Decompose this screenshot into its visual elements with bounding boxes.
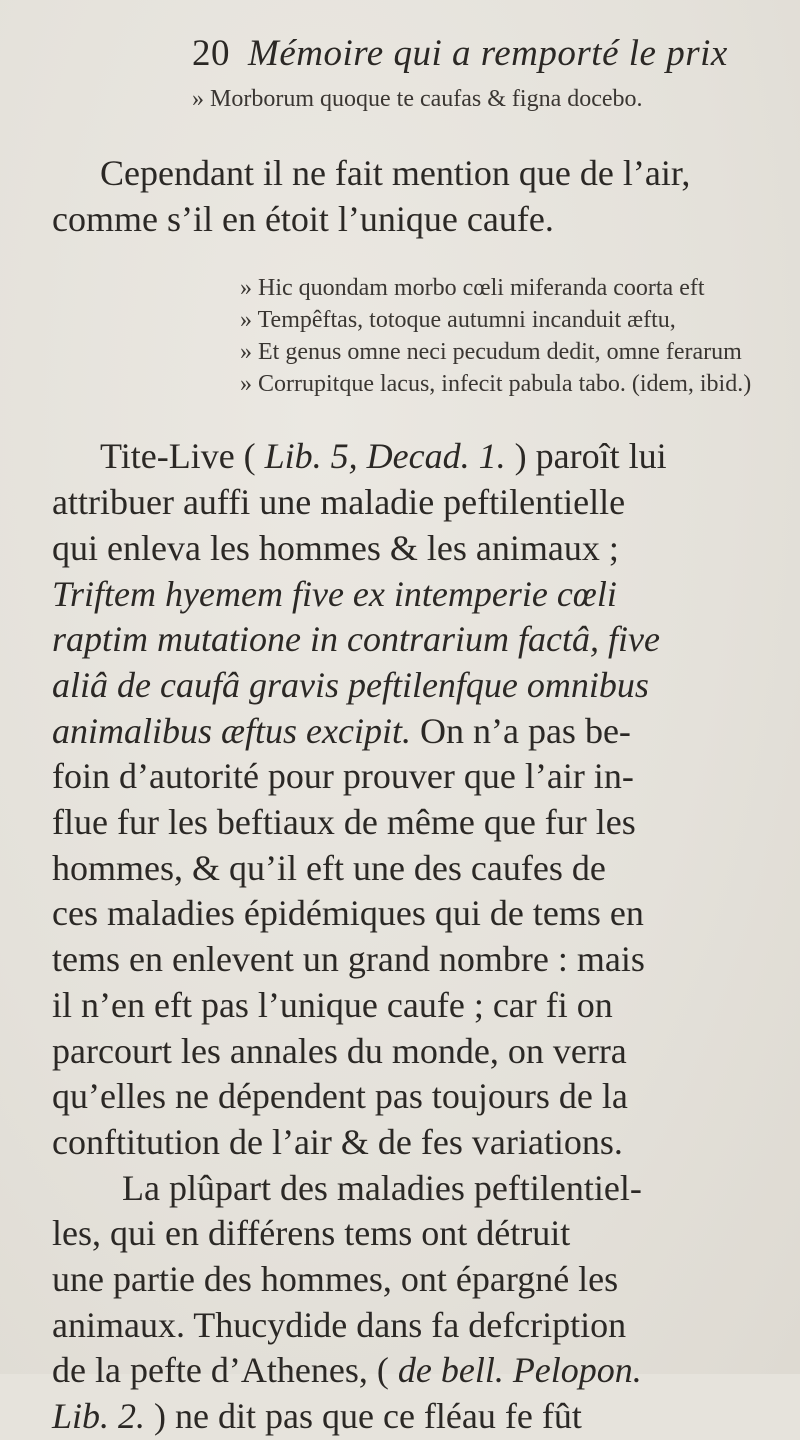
- text-run: ) ne dit pas que ce fléau fe fût: [145, 1396, 582, 1437]
- text-line: animaux. Thucydide dans fa defcription: [52, 1304, 627, 1345]
- text-line: attribuer auffi une maladie peftilentielle: [52, 482, 626, 523]
- text-line: tems en enlevent un grand nombre : mais: [52, 939, 645, 980]
- text-run: On n’a pas be-: [410, 710, 631, 751]
- paragraph-2: [52, 434, 766, 1165]
- text-line: une partie des hommes, ont épargné les: [52, 1259, 619, 1300]
- text-line: parcourt les annales du monde, on verra: [52, 1030, 627, 1071]
- text-run: ) paroît lui: [505, 436, 667, 477]
- text-run: Tite-Live (: [100, 436, 265, 477]
- text-line: [52, 434, 766, 480]
- paragraph-3: [52, 1166, 766, 1440]
- text-line: les, qui en différens tems ont détruit: [52, 1213, 571, 1254]
- page-number: 20: [192, 33, 230, 74]
- paragraph-1: [52, 151, 766, 242]
- text-line: conftitution de l’air & de fes variations.: [52, 1121, 623, 1162]
- quote-line: » Et genus omne neci pecudum dedit, omne ferarum: [240, 339, 742, 366]
- citation: Lib. 2.: [52, 1396, 146, 1437]
- latin-line: raptim mutatione in contrarium factâ, five: [52, 619, 660, 660]
- text-line: [52, 709, 766, 755]
- text-line: ces maladies épidémiques qui de tems en: [52, 893, 644, 934]
- text-run: de la pefte d’Athenes, (: [52, 1350, 398, 1391]
- running-title: Mémoire qui a remporté le prix: [248, 33, 728, 74]
- latin-quote-block: [240, 272, 766, 400]
- quote-line-top: » Morborum quoque te caufas & figna docebo.: [192, 86, 643, 112]
- text-line: [52, 1348, 766, 1394]
- text-line: qui enleva les hommes & les animaux ;: [52, 527, 619, 568]
- quote-line: » Corrupitque lacus, infecit pabula tabo. (idem, ibid.): [240, 371, 752, 398]
- text-line: qu’elles ne dépendent pas toujours de la: [52, 1076, 628, 1117]
- quote-line: » Tempêftas, totoque autumni incanduit æftu,: [240, 307, 676, 334]
- text-line: hommes, & qu’il eft une des caufes de: [52, 847, 606, 888]
- text-line: [52, 1394, 766, 1440]
- text-line: La plûpart des maladies peftilentiel-: [122, 1167, 642, 1208]
- citation: Lib. 5, Decad. 1.: [264, 436, 506, 477]
- text-line: flue fur les beftiaux de même que fur les: [52, 802, 636, 843]
- running-head: [192, 32, 766, 75]
- text-line: foin d’autorité pour prouver que l’air in-: [52, 756, 634, 797]
- latin-line: Triftem hyemem five ex intemperie cœli: [52, 573, 617, 614]
- text-line: comme s’il en étoit l’unique caufe.: [52, 198, 554, 239]
- citation: de bell. Pelopon.: [397, 1350, 642, 1391]
- latin-line: aliâ de caufâ gravis peftilenfque omnibus: [52, 664, 649, 705]
- quote-line: » Hic quondam morbo cœli miferanda coorta eft: [240, 275, 705, 302]
- latin-run: animalibus æftus excipit.: [52, 710, 411, 751]
- text-line: il n’en eft pas l’unique caufe ; car fi on: [52, 984, 613, 1025]
- text-line: Cependant il ne fait mention que de l’air,: [100, 153, 691, 193]
